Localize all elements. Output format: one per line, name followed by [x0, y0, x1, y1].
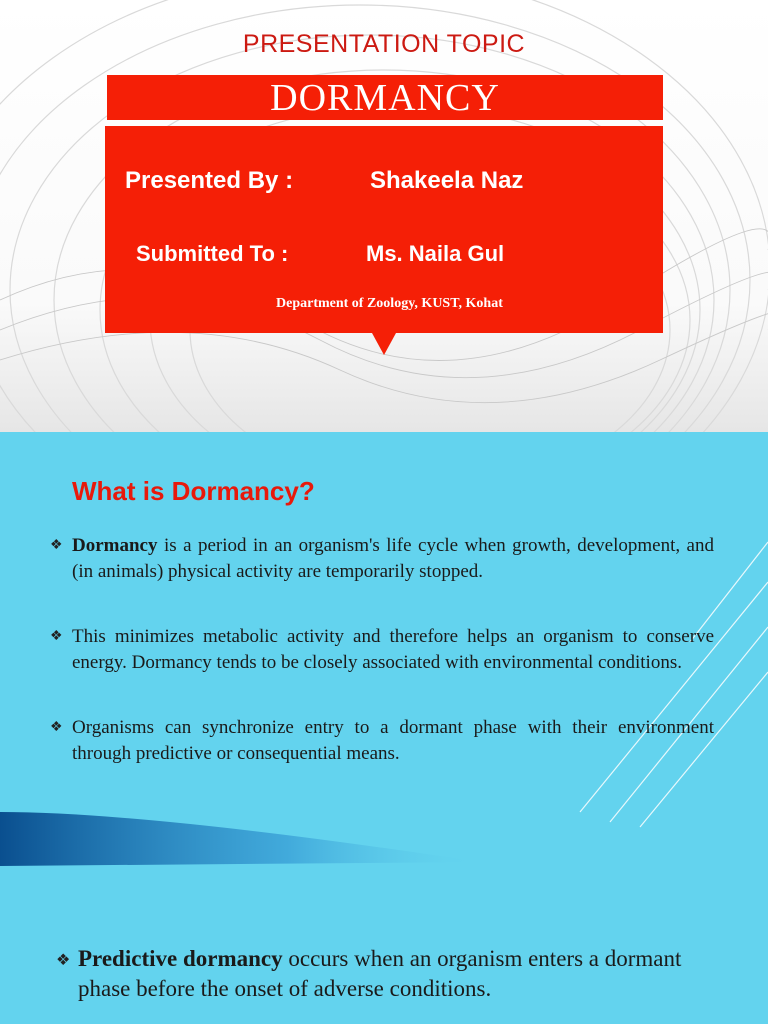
bullet-text: occurs when an organism enters a dormant phase before the onset of adverse conditions.: [78, 946, 682, 1001]
presentation-topic-label: PRESENTATION TOPIC: [242, 30, 526, 58]
callout-arrow: [372, 333, 396, 355]
bullet-item: [50, 715, 714, 767]
presented-by-label: Presented By :: [125, 167, 294, 194]
diamond-bullet-icon: ❖: [56, 952, 71, 969]
presenter-name: Shakeela Naz: [370, 167, 524, 194]
definition-slide: [0, 432, 768, 866]
submitted-to-label: Submitted To :: [136, 241, 289, 266]
diamond-bullet-icon: ❖: [50, 538, 63, 553]
bullet-item: [50, 624, 714, 676]
predictive-dormancy-slide: [0, 866, 768, 1024]
section-heading: What is Dormancy?: [72, 476, 315, 506]
diamond-bullet-icon: ❖: [50, 720, 63, 735]
bullet-text: is a period in an organism's life cycle when growth, development, and (in animals) physical activity are temporarily stopped.: [72, 535, 714, 582]
department-text: Department of Zoology, KUST, Kohat: [276, 296, 503, 311]
bullet-item: [50, 533, 714, 585]
title-banner: [107, 75, 663, 120]
submitted-to-name: Ms. Naila Gul: [366, 241, 505, 266]
bullet-bold-term: Dormancy: [72, 535, 158, 556]
bullet-text: Organisms can synchronize entry to a dormant phase with their environment through predictive or consequential means.: [72, 717, 714, 764]
diamond-bullet-icon: ❖: [50, 629, 63, 644]
bullet-bold-term: Predictive dormancy: [78, 946, 283, 971]
slide-title: DORMANCY: [270, 77, 500, 119]
bullet-text: This minimizes metabolic activity and therefore helps an organism to conserve energy. Dormancy tends to be closely associated with environmental conditions.: [72, 626, 714, 673]
presenter-info-box: [105, 126, 663, 333]
title-slide: [0, 0, 768, 432]
bullet-item: [56, 944, 698, 1004]
